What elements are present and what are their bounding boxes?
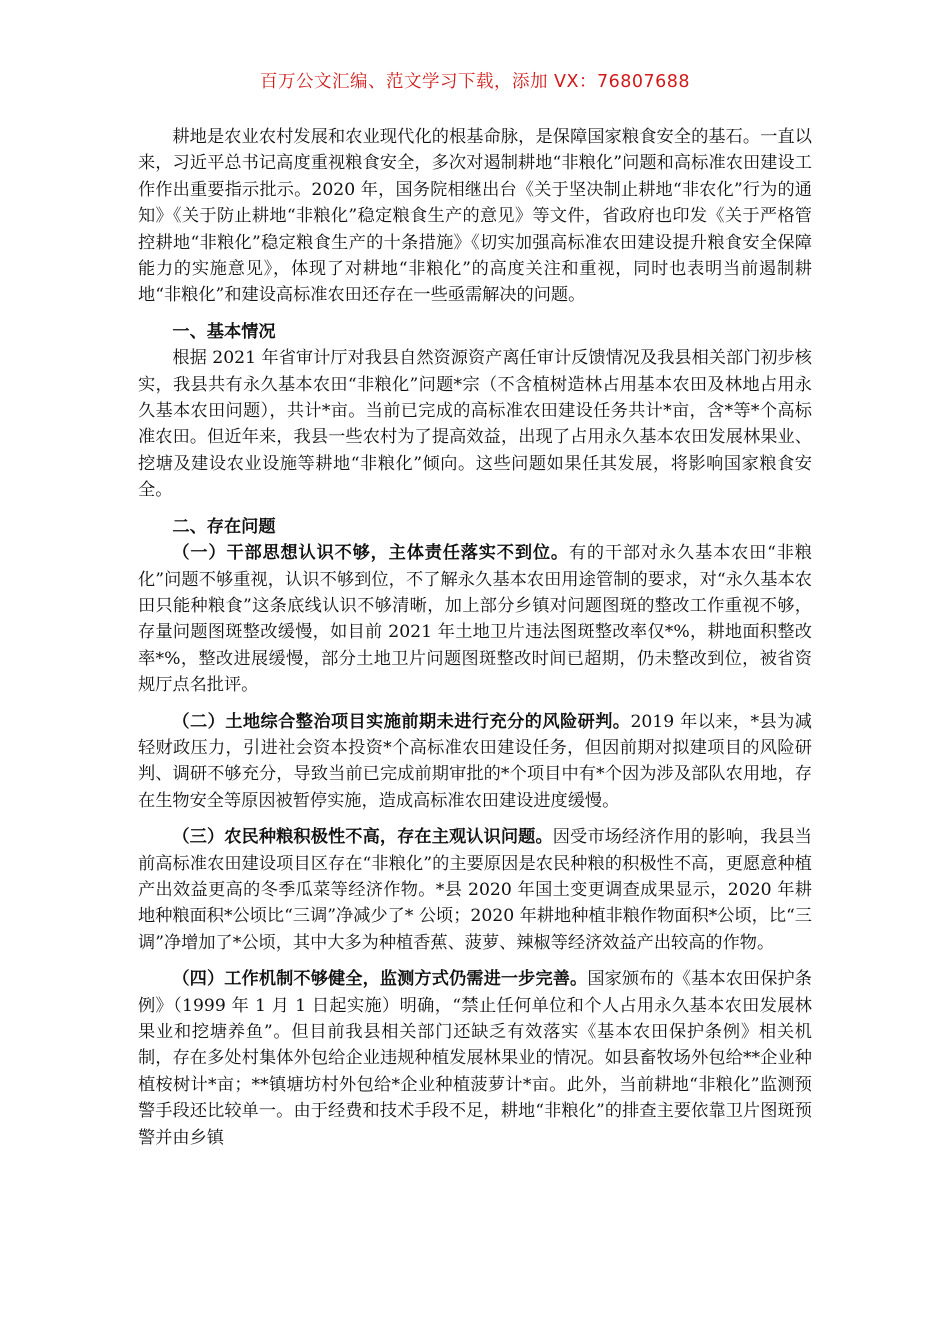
section-heading-basic: 一、基本情况: [172, 321, 276, 342]
problem-paragraph-3: [138, 824, 812, 956]
problem-body-2: 2019 年以来，*县为减轻财政压力，引进社会资本投资*个高标准农田建设任务，但因前期对拟建项目的风险研判、调研不够充分，导致当前已完成前期审批的*个项目中有*个因为涉及部队农用地，存在生物安全等原因被暂停实施，造成高标准农田建设进度缓慢。: [138, 711, 812, 811]
problem-title-2: （二）土地综合整治项目实施前期未进行充分的风险研判。: [172, 711, 631, 732]
intro-paragraph: 耕地是农业农村发展和农业现代化的根基命脉，是保障国家粮食安全的基石。一直以来，习近平总书记高度重视粮食安全，多次对遏制耕地“非粮化”问题和高标准农田建设工作作出重要指示批示。2020 年，国务院相继出台《关于坚决制止耕地“非农化”行为的通知》《关于防止耕地“非粮化”稳定粮食生产的意见》等文件，省政府也印发《关于严格管控耕地“非粮化”稳定粮食生产的十条措施》《切实加强高标准农田建设提升粮食安全保障能力的实施意见》，体现了对耕地“非粮化”的高度关注和重视，同时也表明当前遏制耕地“非粮化”和建设高标准农田还存在一些亟需解决的问题。: [138, 127, 812, 306]
problem-paragraph-2: [138, 709, 812, 815]
section-paragraph-basic: 根据 2021 年省审计厅对我县自然资源资产离任审计反馈情况及我县相关部门初步核实，我县共有永久基本农田“非粮化”问题*宗（不含植树造林占用基本农田及林地占用永久基本农田问题），共计*亩。当前已完成的高标准农田建设任务共计*亩，含*等*个高标准农田。但近年来，我县一些农村为了提高效益，出现了占用永久基本农田发展林果业、挖塘及建设农业设施等耕地“非粮化”倾向。这些问题如果任其发展，将影响国家粮食安全。: [138, 348, 812, 501]
section-heading-problems: 二、存在问题: [172, 516, 276, 537]
problem-title-3: （三）农民种粮积极性不高，存在主观认识问题。: [172, 827, 553, 848]
problem-body-1: 有的干部对永久基本农田“非粮化”问题不够重视，认识不够到位，不了解永久基本农田用途管制的要求，对“永久基本农田只能种粮食”这条底线认识不够清晰，加上部分乡镇对问题图斑的整改工作重视不够，存量问题图斑整改缓慢，如目前 2021 年土地卫片违法图斑整改率仅*%，耕地面积整改率*%，整改进展缓慢，部分土地卫片问题图斑整改时间已超期，仍未整改到位，被省资规厅点名批评。: [138, 543, 812, 696]
problem-paragraph-4: [138, 966, 812, 1151]
header-banner: 百万公文汇编、范文学习下载，添加 VX：76807688: [259, 72, 691, 92]
problem-title-4: （四）工作机制不够健全，监测方式仍需进一步完善。: [172, 969, 588, 990]
problem-body-3: 因受市场经济作用的影响，我县当前高标准农田建设项目区存在“非粮化”的主要原因是农民种粮的积极性不高，更愿意种植产出效益更高的冬季瓜菜等经济作物。*县 2020 年国土变更调查成果显示，2020 年耕地种粮面积*公顷比“三调”净减少了* 公顷；2020 年耕地种植非粮作物面积*公顷，比“三调”净增加了*公顷，其中大多为种植香蕉、菠萝、辣椒等经济效益产出较高的作物。: [138, 827, 812, 953]
problem-title-1: （一）干部思想认识不够，主体责任落实不到位。: [172, 543, 569, 564]
problem-paragraph-1: [138, 540, 812, 698]
document-body: [138, 124, 812, 1151]
problem-body-4: 国家颁布的《基本农田保护条例》（1999 年 1 月 1 日起实施）明确，“禁止任何单位和个人占用永久基本农田发展林果业和挖塘养鱼”。但目前我县相关部门还缺乏有效落实《基本农田保护条例》相关机制，存在多处村集体外包给企业违规种植发展林果业的情况。如县畜牧场外包给**企业种植桉树计*亩；**镇塘坊村外包给*企业种植菠萝计*亩。此外，当前耕地“非粮化”监测预警手段还比较单一。由于经费和技术手段不足，耕地“非粮化”的排查主要依靠卫片图斑预警并由乡镇: [138, 969, 812, 1148]
